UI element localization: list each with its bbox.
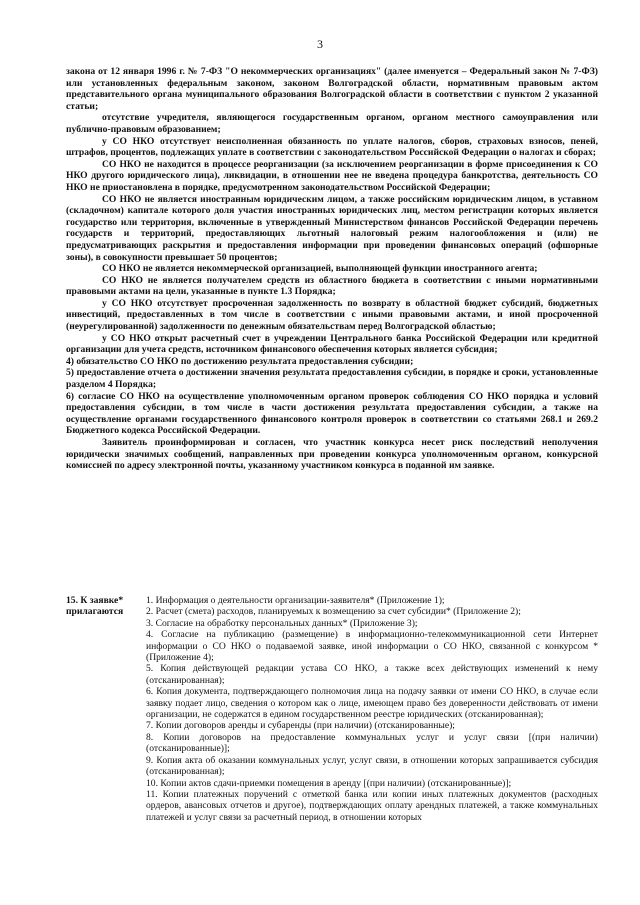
paragraph: отсутствие учредителя, являющегося государственным органом, органом местного самоуправления или публично-правовым образованием; bbox=[66, 112, 598, 135]
attachment-item: 6. Копия документа, подтверждающего полномочия лица на подачу заявки от имени СО НКО, в случае если заявку подает лицо, сведения о котором как о лице, имеющем право без доверенности действовать от имени организации, не содержатся в едином государственном реестре юридических (отсканированная); bbox=[146, 686, 598, 721]
attachment-item: 10. Копии актов сдачи-приемки помещения в аренду [(при наличии) (отсканированные)]; bbox=[146, 777, 512, 789]
attachments-list bbox=[146, 595, 598, 823]
attachments-section bbox=[66, 595, 598, 823]
attachment-item: 4. Согласие на публикацию (размещение) в информационно-телекоммуникационной сети Интернет информации о СО НКО о подаваемой заявке, иной информации о СО НКО, связанной с конкурсом * (Приложение 4); bbox=[146, 629, 598, 664]
paragraph: СО НКО не является некоммерческой организацией, выполняющей функции иностранного агента; bbox=[102, 263, 538, 275]
attachment-item: 2. Расчет (смета) расходов, планируемых к возмещению за счет субсидии* (Приложение 2); bbox=[146, 606, 521, 618]
paragraph: у СО НКО отсутствует просроченная задолженность по возврату в областной бюджет субсидий, бюджетных инвестиций, предоставленных в том числе в соответствии с иными правовыми актами, и иной просроченной (неурегулированной) задолженности по денежным обязательствам перед Волгоградской областью; bbox=[66, 297, 598, 333]
paragraph: закона от 12 января 1996 г. № 7-ФЗ "О некоммерческих организациях" (далее именуется – Федеральный закон № 7-ФЗ) или установленных федеральным законом, законом Волгоградской области, нормативным правовым актом представительного органа муниципального образования Волгоградской области в соответствии с пунктом 2 указанной статьи; bbox=[66, 66, 598, 112]
paragraph: СО НКО не является получателем средств из областного бюджета в соответствии с иными нормативными правовыми актами на цели, указанные в пункте 1.3 Порядка; bbox=[66, 274, 598, 298]
attachment-item: 5. Копия действующей редакции устава СО НКО, а также всех действующих изменений к нему (отсканированная); bbox=[146, 663, 598, 686]
paragraph: у СО НКО отсутствует неисполненная обязанность по уплате налогов, сборов, страховых взносов, пеней, штрафов, процентов, подлежащих уплате в соответствии с законодательством Российской Федерации о налогах и сборах; bbox=[66, 135, 598, 159]
document-body bbox=[66, 66, 598, 472]
paragraph: 5) предоставление отчета о достижении значения результата предоставления субсидии, в порядке и сроки, установленные разделом 4 Порядка; bbox=[66, 367, 598, 391]
attachment-item: 8. Копии договоров на предоставление коммунальных услуг и услуг связи [(при наличии) (отсканированные)]; bbox=[146, 731, 598, 755]
attachment-item: 11. Копии платежных поручений с отметкой банка или копии иных платежных документов (расходных ордеров, авансовых отчетов и другое), подтверждающих оплату арендных платежей, а также коммунальных платежей и услуг связи за расчетный период, в отношении которых bbox=[146, 788, 598, 823]
attachment-item: 9. Копия акта об оказании коммунальных услуг, услуг связи, в отношении которых запрашивается субсидия (отсканированная); bbox=[146, 754, 598, 778]
attachment-item: 1. Информация о деятельности организации-заявителя* (Приложение 1); bbox=[146, 595, 445, 606]
paragraph: СО НКО не находится в процессе реорганизации (за исключением реорганизации в форме присоединения к СО НКО другого юридического лица), ликвидации, в отношении нее не введена процедура банкротства, деятельность СО НКО не приостановлена в порядке, предусмотренном законодательством Российской Федерации; bbox=[66, 158, 598, 193]
paragraph: у СО НКО открыт расчетный счет в учреждении Центрального банка Российской Федерации или кредитной организации для учета средств, источником финансового обеспечения которых является субсидия; bbox=[66, 332, 598, 356]
attachments-label-line: 15. К заявке* bbox=[66, 595, 124, 606]
paragraph: 6) согласие СО НКО на осуществление уполномоченным органом проверок соблюдения СО НКО порядка и условий предоставления субсидии, в том числе в части достижения результата предоставления субсидии, а также на осуществление органами государственного финансового контроля проверок в соответствии со статьями 268.1 и 269.2 Бюджетного кодекса Российской Федерации. bbox=[66, 390, 598, 437]
attachment-item: 3. Согласие на обработку персональных данных* (Приложение 3); bbox=[146, 617, 418, 629]
paragraph: 4) обязательство СО НКО по достижению результата предоставления субсидии; bbox=[66, 355, 414, 367]
paragraph: СО НКО не является иностранным юридическим лицом, а также российским юридическим лицом, в уставном (складочном) капитале которого доля участия иностранных юридических лиц, местом регистрации которых является государство или территория, включенные в утвержденный Министерством финансов Российской Федерации перечень государств и территорий, предоставляющих льготный налоговый режим налогообложения и (или) не предусматривающих раскрытия и предоставления информации при проведении финансовых операций (офшорные зоны), в совокупности превышает 50 процентов; bbox=[66, 193, 598, 263]
attachment-item: 7. Копии договоров аренды и субаренды (при наличии) (отсканированные); bbox=[146, 720, 455, 732]
attachments-label bbox=[66, 595, 146, 823]
page-number: 3 bbox=[317, 37, 323, 51]
paragraph: Заявитель проинформирован и согласен, что участник конкурса несет риск последствий неполучения юридически значимых сообщений, направленных при проведении конкурса уполномоченным органом, конкурсной комиссией по адресу электронной почты, указанному участником конкурса в поданной им заявке. bbox=[66, 437, 598, 472]
attachments-label-line: прилагаются bbox=[66, 606, 124, 618]
